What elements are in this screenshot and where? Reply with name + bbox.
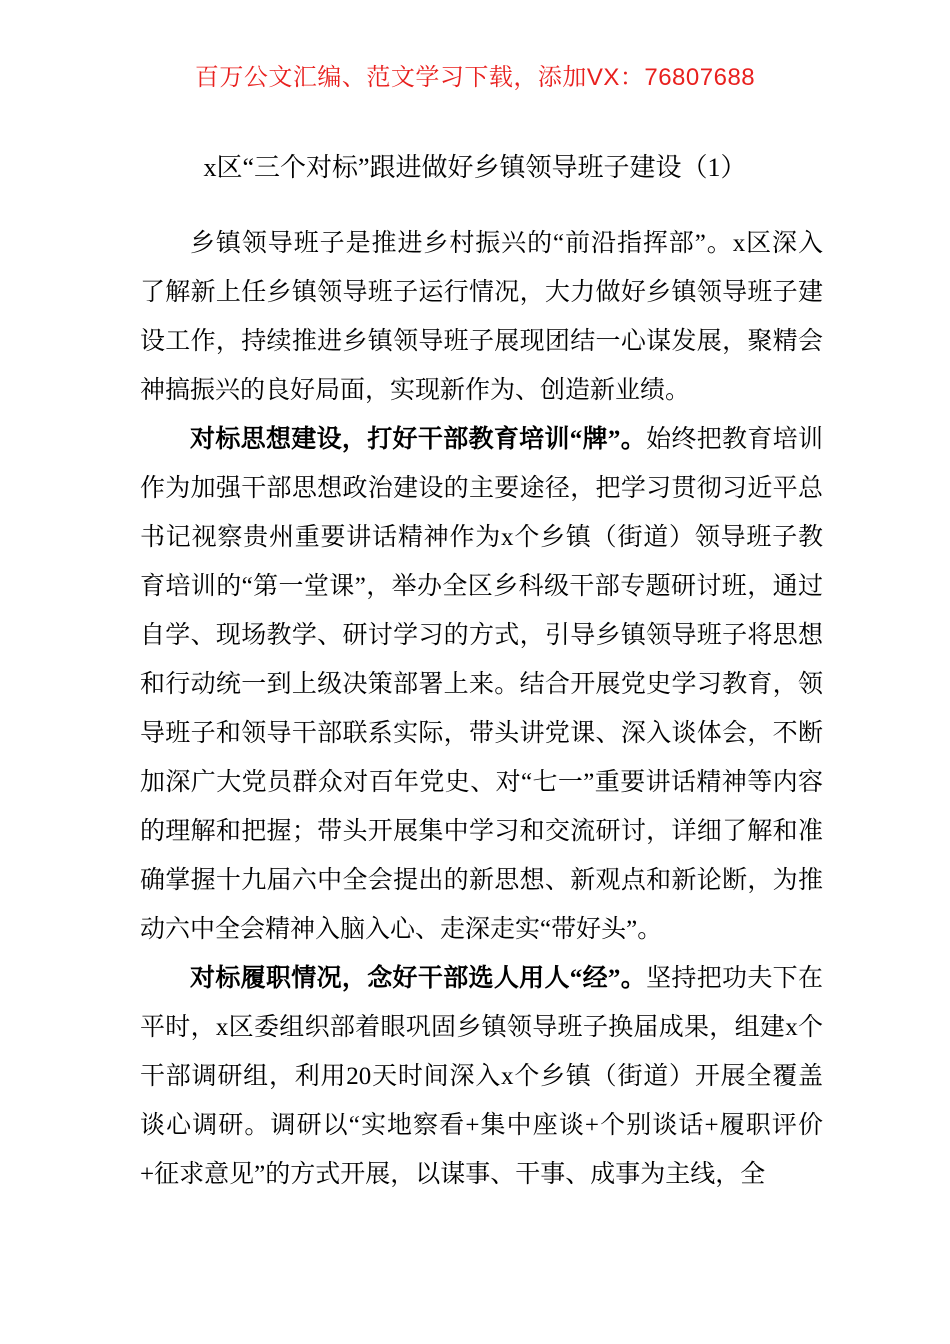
document-body	[140, 219, 823, 1199]
paragraph-2-lead: 对标思想建设，打好干部教育培训“牌”。	[190, 426, 647, 453]
paragraph-2-text: 始终把教育培训作为加强干部思想政治建设的主要途径，把学习贯彻习近平总书记视察贵州重要讲话精神作为x个乡镇（街道）领导班子教育培训的“第一堂课”，举办全区乡科级干部专题研讨班，通过自学、现场教学、研讨学习的方式，引导乡镇领导班子将思想和行动统一到上级决策部署上来。结合开展党史学习教育，领导班子和领导干部联系实际，带头讲党课、深入谈体会，不断加深广大党员群众对百年党史、对“七一”重要讲话精神等内容的理解和把握；带头开展集中学习和交流研讨，详细了解和准确掌握十九届六中全会提出的新思想、新观点和新论断，为推动六中全会精神入脑入心、走深走实“带好头”。	[140, 426, 823, 943]
paragraph-2	[140, 415, 823, 954]
paragraph-3-lead: 对标履职情况，念好干部选人用人“经”。	[190, 965, 647, 992]
paragraph-1-text: 乡镇领导班子是推进乡村振兴的“前沿指挥部”。x区深入了解新上任乡镇领导班子运行情况，大力做好乡镇领导班子建设工作，持续推进乡镇领导班子展现团结一心谋发展，聚精会神搞振兴的良好局面，实现新作为、创造新业绩。	[140, 230, 823, 404]
paragraph-1	[140, 219, 823, 415]
paragraph-3-text: 坚持把功夫下在平时，x区委组织部着眼巩固乡镇领导班子换届成果，组建x个干部调研组，利用20天时间深入x个乡镇（街道）开展全覆盖谈心调研。调研以“实地察看+集中座谈+个别谈话+履职评价+征求意见”的方式开展，以谋事、干事、成事为主线，全	[140, 965, 823, 1188]
paragraph-3	[140, 954, 823, 1199]
watermark-header: 百万公文汇编、范文学习下载，添加VX：76807688	[194, 64, 756, 91]
document-title: x区“三个对标”跟进做好乡镇领导班子建设（1）	[203, 153, 747, 182]
